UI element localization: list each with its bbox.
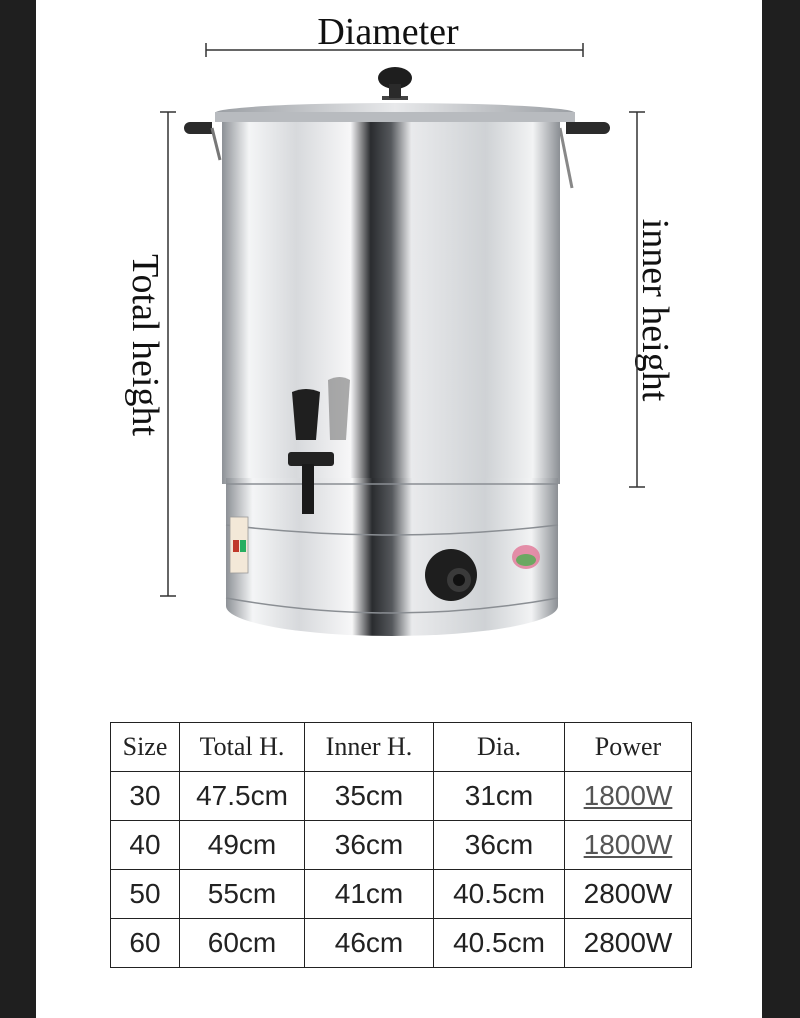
- cell-inner-height: 46cm: [305, 919, 434, 968]
- inner-height-dimension-line: [629, 112, 645, 487]
- cell-power: 2800W: [565, 919, 692, 968]
- table-row: [111, 772, 692, 821]
- cell-power: 1800W: [565, 821, 692, 870]
- cell-total-height: 55cm: [180, 870, 305, 919]
- header-size: Size: [111, 723, 180, 772]
- cell-total-height: 49cm: [180, 821, 305, 870]
- diameter-dimension-line: [206, 43, 583, 57]
- inner-height-label: inner height: [634, 218, 676, 402]
- cell-diameter: 36cm: [434, 821, 565, 870]
- total-height-label: Total height: [124, 253, 166, 437]
- warning-label-sticker: [230, 517, 248, 573]
- cell-diameter: 40.5cm: [434, 870, 565, 919]
- cell-inner-height: 35cm: [305, 772, 434, 821]
- table-row: [111, 870, 692, 919]
- cell-size: 40: [111, 821, 180, 870]
- cell-power: 1800W: [565, 772, 692, 821]
- total-height-dimension-line: [160, 112, 176, 596]
- header-inner-height: Inner H.: [305, 723, 434, 772]
- cell-size: 30: [111, 772, 180, 821]
- table-row: [111, 919, 692, 968]
- cell-inner-height: 41cm: [305, 870, 434, 919]
- brand-badge-icon: [512, 545, 540, 569]
- table-header-row: [111, 723, 692, 772]
- header-total-height: Total H.: [180, 723, 305, 772]
- diameter-label: Diameter: [317, 11, 459, 53]
- header-diameter: Dia.: [434, 723, 565, 772]
- thermostat-knob-icon: [425, 549, 477, 601]
- cell-total-height: 60cm: [180, 919, 305, 968]
- cell-size: 60: [111, 919, 180, 968]
- cell-inner-height: 36cm: [305, 821, 434, 870]
- cell-total-height: 47.5cm: [180, 772, 305, 821]
- cell-size: 50: [111, 870, 180, 919]
- header-power: Power: [565, 723, 692, 772]
- cell-diameter: 31cm: [434, 772, 565, 821]
- spec-table: [110, 722, 692, 968]
- cell-power: 2800W: [565, 870, 692, 919]
- water-boiler-urn: [184, 67, 610, 636]
- table-row: [111, 821, 692, 870]
- cell-diameter: 40.5cm: [434, 919, 565, 968]
